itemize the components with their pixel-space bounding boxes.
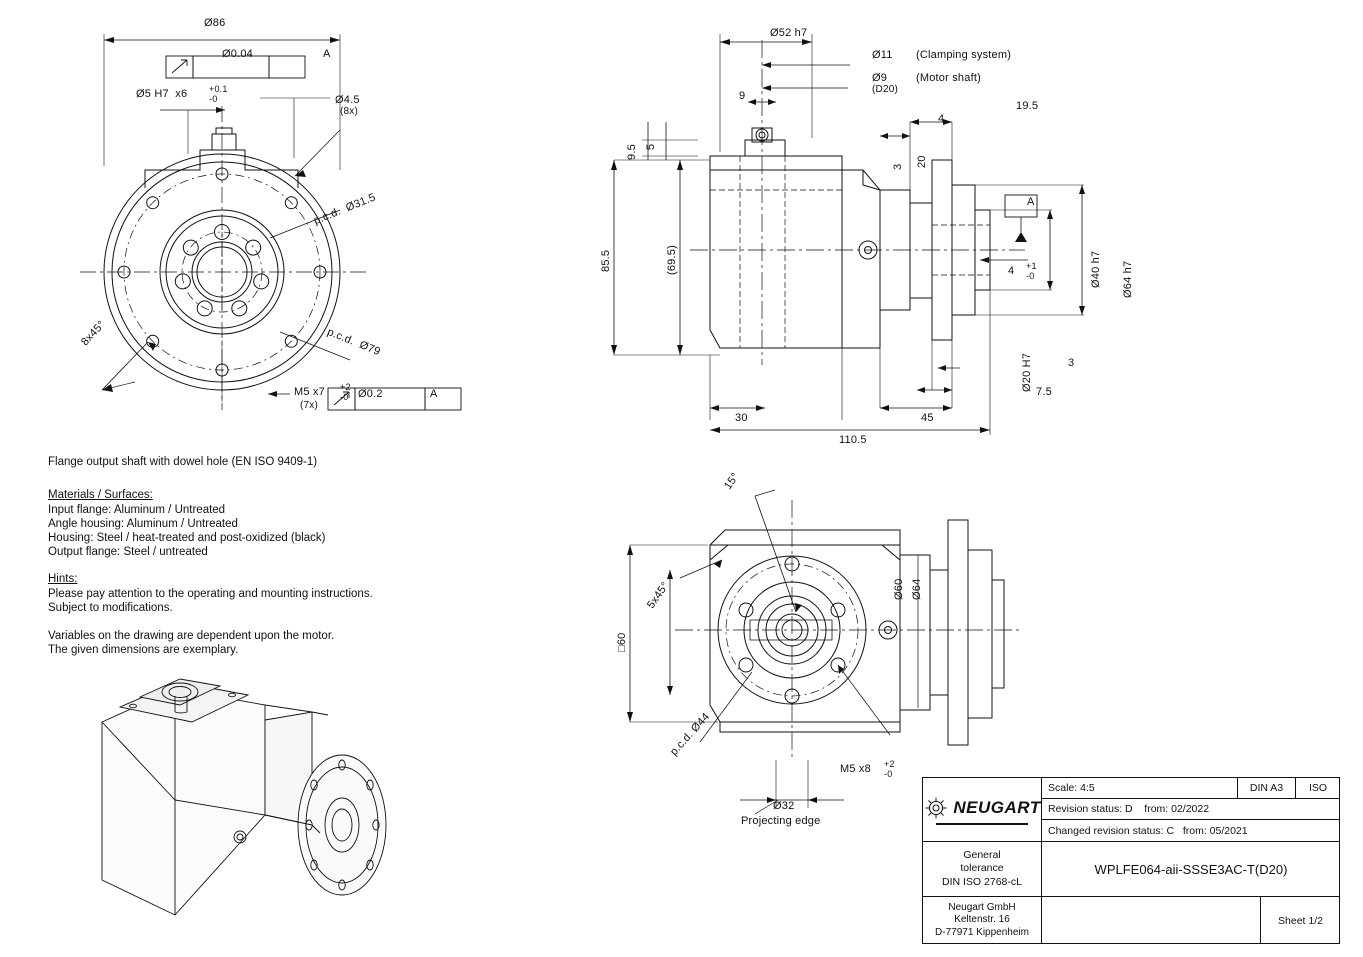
address-line-2: Keltenstr. 16 bbox=[954, 914, 1010, 926]
address-line-1: Neugart GmbH bbox=[948, 901, 1016, 913]
dim-20: 20 bbox=[916, 155, 928, 168]
format-field: DIN A3 bbox=[1237, 778, 1295, 799]
general-tolerance-field bbox=[923, 842, 1041, 897]
material-input-flange: Input flange: Aluminum / Untreated bbox=[48, 504, 226, 516]
dim-4: 4 bbox=[938, 113, 945, 125]
gdt-top-datum: A bbox=[323, 48, 331, 60]
address-line-3: D-77971 Kippenheim bbox=[935, 926, 1029, 938]
changed-revision-status-field: Changed revision status: C from: 05/2021 bbox=[1041, 820, 1340, 842]
label-motor-shaft: (Motor shaft) bbox=[916, 72, 981, 84]
revision-status-field: Revision status: D from: 02/2022 bbox=[1041, 799, 1340, 820]
blank-field bbox=[1041, 897, 1260, 944]
dim-5x45: 5x45° bbox=[645, 580, 672, 611]
dim-m5x8-upper: +2 bbox=[884, 759, 895, 769]
dim-7-5: 7.5 bbox=[1036, 386, 1052, 398]
label-projecting-edge: Projecting edge bbox=[741, 815, 821, 827]
hint-operating: Please pay attention to the operating and mounting instructions. bbox=[48, 588, 373, 600]
dim-15deg: 15° bbox=[722, 470, 742, 492]
isometric-view bbox=[80, 665, 410, 945]
company-name: NEUGART bbox=[953, 797, 1041, 817]
label-clamping-system: (Clamping system) bbox=[916, 49, 1012, 61]
dim-pcd-31-5: p.c.d. Ø31.5 bbox=[312, 191, 378, 228]
material-output-flange: Output flange: Steel / untreated bbox=[48, 546, 208, 558]
dim-m5x7: M5 x7 bbox=[294, 386, 325, 398]
dim-m5x8: M5 x8 bbox=[840, 763, 871, 775]
gdt-top-tolerance: Ø0.04 bbox=[222, 48, 253, 60]
front-view bbox=[40, 10, 510, 440]
general-tolerance-line3: DIN ISO 2768-cL bbox=[942, 875, 1022, 888]
dim-d20H7: Ø20 H7 bbox=[1021, 352, 1033, 392]
dim-4-upper: +1 bbox=[1026, 261, 1037, 271]
general-tolerance-line2: tolerance bbox=[960, 862, 1004, 875]
variables-note-1: Variables on the drawing are dependent upon the motor. bbox=[48, 630, 335, 642]
dim-d40h7: Ø40 h7 bbox=[1090, 250, 1102, 288]
part-number-field: WPLFE064-aii-SSSE3AC-T(D20) bbox=[1041, 842, 1340, 897]
dim-d9: Ø9 bbox=[872, 72, 888, 84]
dim-m5x7-lower-tol: -0 bbox=[340, 392, 349, 402]
dim-d4-5: Ø4.5 bbox=[335, 94, 360, 106]
variables-note-2: The given dimensions are exemplary. bbox=[48, 644, 239, 656]
dim-d32: Ø32 bbox=[773, 800, 795, 812]
dim-110-5: 110.5 bbox=[839, 434, 867, 446]
dim-45: 45 bbox=[921, 412, 934, 424]
general-tolerance-line1: General bbox=[963, 849, 1001, 862]
dim-m5x7-count: (7x) bbox=[300, 400, 319, 411]
dim-69-5: (69.5) bbox=[666, 245, 678, 275]
dim-8x45: 8x45° bbox=[79, 318, 108, 349]
dim-square-60: □60 bbox=[616, 632, 628, 652]
gear-icon bbox=[923, 795, 949, 821]
company-address bbox=[923, 897, 1041, 944]
gdt-bottom-tolerance: Ø0.2 bbox=[358, 388, 383, 400]
dim-85-5: 85.5 bbox=[600, 249, 612, 272]
scale-field: Scale: 4:5 bbox=[1041, 778, 1237, 799]
material-angle-housing: Angle housing: Aluminum / Untreated bbox=[48, 518, 238, 530]
dim-d52h7: Ø52 h7 bbox=[770, 27, 808, 39]
gdt-bottom-datum: A bbox=[430, 388, 438, 400]
dim-5: 5 bbox=[645, 143, 657, 150]
dim-d5h7-upper-tol: +0.1 bbox=[209, 84, 228, 94]
dim-d86: Ø86 bbox=[204, 17, 226, 29]
label-d20: (D20) bbox=[872, 84, 899, 95]
dim-pcd-44: p.c.d. Ø44 bbox=[668, 710, 713, 759]
dim-4-lower: -0 bbox=[1026, 271, 1035, 281]
sheet-field: Sheet 1/2 bbox=[1260, 897, 1340, 944]
materials-title: Materials / Surfaces: bbox=[48, 489, 153, 501]
dim-pcd-79: p.c.d. Ø79 bbox=[325, 326, 382, 359]
material-housing: Housing: Steel / heat-treated and post-oxidized (black) bbox=[48, 532, 326, 544]
dim-d11: Ø11 bbox=[872, 49, 893, 61]
dim-m5x8-lower: -0 bbox=[884, 769, 893, 779]
dim-30: 30 bbox=[735, 412, 748, 424]
dim-4-tol: 4 bbox=[1008, 265, 1015, 277]
dim-d5h7-lower-tol: -0 bbox=[209, 94, 218, 104]
notes-headline: Flange output shaft with dowel hole (EN ISO 9409-1) bbox=[48, 456, 318, 468]
projection-field: ISO bbox=[1295, 778, 1340, 799]
datum-a-label: A bbox=[1027, 196, 1035, 208]
dim-d60: Ø60 bbox=[893, 578, 905, 600]
dim-d64h7: Ø64 h7 bbox=[1122, 260, 1134, 298]
dim-d64: Ø64 bbox=[911, 578, 923, 600]
dim-d4-5-count: (8x) bbox=[340, 106, 359, 117]
hint-modifications: Subject to modifications. bbox=[48, 602, 173, 614]
dim-3: 3 bbox=[892, 163, 904, 170]
dim-19-5: 19.5 bbox=[1016, 100, 1039, 112]
dim-9: 9 bbox=[739, 90, 746, 102]
dim-9-5: 9.5 bbox=[626, 144, 638, 160]
dim-d5h7: Ø5 H7 x6 bbox=[136, 88, 188, 100]
hints-title: Hints: bbox=[48, 573, 78, 585]
title-block bbox=[922, 777, 1340, 944]
company-logo bbox=[923, 778, 1041, 842]
dim-3-right: 3 bbox=[1068, 357, 1075, 369]
side-section-view bbox=[580, 10, 1140, 460]
dim-m5x7-upper-tol: +2 bbox=[340, 382, 351, 392]
